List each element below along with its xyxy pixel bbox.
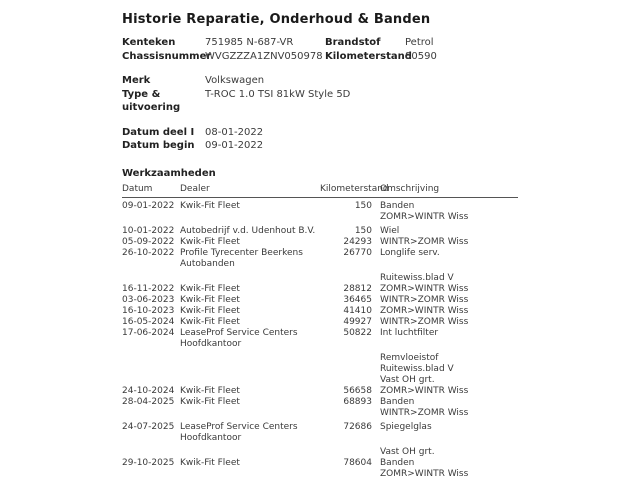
- cell-kilometerstand: 49927: [343, 316, 372, 327]
- cell-dealer: [180, 364, 320, 375]
- cell-omschrijving: Remvloeistof: [380, 352, 439, 363]
- cell-kilometerstand: 26770: [343, 247, 372, 258]
- cell-omschrijving: WINTR>ZOMR Wiss: [380, 316, 469, 327]
- cell-datum: 05-09-2022: [122, 236, 175, 247]
- cell-dealer: [180, 273, 320, 284]
- cell-omschrijving: Longlife serv.: [380, 247, 440, 258]
- cell-dealer: Autobedrijf v.d. Udenhout B.V.: [180, 225, 316, 236]
- table-body: [122, 201, 592, 480]
- cell-kilometerstand: [320, 364, 372, 375]
- cell-dealer: Kwik-Fit Fleet: [180, 316, 240, 327]
- cell-omschrijving: Wiel: [380, 225, 400, 236]
- cell-kilometerstand: 41410: [343, 305, 372, 316]
- cell-dealer: Kwik-Fit Fleet: [180, 305, 240, 316]
- table-row-line: [122, 397, 592, 408]
- kilometerstand-value: 80590: [405, 50, 437, 62]
- cell-kilometerstand: [320, 375, 372, 386]
- dates-block: [122, 126, 592, 153]
- table-row-line: [122, 306, 592, 317]
- cell-datum: 16-05-2024: [122, 316, 175, 327]
- chassisnummer-value: WVGZZZA1ZNV050978: [205, 50, 323, 62]
- cell-omschrijving: ZOMR>WINTR Wiss: [380, 283, 469, 294]
- brandstof-label: Brandstof: [325, 37, 381, 48]
- table-row-line: [122, 469, 592, 480]
- cell-kilometerstand: [320, 212, 372, 223]
- merk-label: Merk: [122, 75, 151, 86]
- column-header-kilometerstand: Kilometerstand: [320, 183, 389, 194]
- kenteken-label: Kenteken: [122, 37, 176, 48]
- cell-datum: 29-10-2025: [122, 457, 175, 468]
- report-content: [122, 12, 592, 480]
- cell-omschrijving: Int luchtfilter: [380, 327, 439, 338]
- table-row-line: [122, 284, 592, 295]
- cell-omschrijving: Vast OH grt.: [380, 446, 435, 457]
- column-header-omschrijving: Omschrijving: [380, 183, 440, 194]
- table-row-line: [122, 226, 592, 237]
- cell-omschrijving: Ruitewiss.blad V: [380, 363, 454, 374]
- cell-kilometerstand: [320, 433, 372, 444]
- cell-kilometerstand: 50822: [343, 327, 372, 338]
- kenteken-value: 751985 N-687-VR: [205, 37, 294, 48]
- cell-dealer: Kwik-Fit Fleet: [180, 200, 240, 211]
- cell-datum: [122, 408, 180, 419]
- cell-kilometerstand: 24293: [343, 236, 372, 247]
- cell-dealer: Kwik-Fit Fleet: [180, 457, 240, 468]
- cell-omschrijving: Spiegelglas: [380, 421, 432, 432]
- cell-dealer: LeaseProf Service Centers: [180, 327, 298, 338]
- cell-kilometerstand: 78604: [343, 457, 372, 468]
- cell-datum: 10-01-2022: [122, 225, 175, 236]
- table-header-row: [122, 184, 518, 198]
- cell-dealer: Profile Tyrecenter Beerkens: [180, 247, 303, 258]
- column-header-dealer: Dealer: [180, 183, 210, 194]
- table-row-line: [122, 458, 592, 469]
- cell-datum: 24-10-2024: [122, 385, 175, 396]
- identification-block: [122, 36, 592, 63]
- table-row-line: [122, 433, 592, 444]
- cell-kilometerstand: 150: [354, 225, 372, 236]
- cell-omschrijving: Banden: [380, 457, 415, 468]
- table-row-line: [122, 317, 592, 328]
- cell-kilometerstand: 68893: [343, 396, 372, 407]
- cell-kilometerstand: 28812: [343, 283, 372, 294]
- cell-datum: [122, 353, 180, 364]
- cell-omschrijving: ZOMR>WINTR Wiss: [380, 305, 469, 316]
- cell-datum: [122, 212, 180, 223]
- cell-datum: [122, 469, 180, 480]
- cell-datum: [122, 273, 180, 284]
- table-row-line: [122, 364, 592, 375]
- table-row-line: [122, 328, 592, 339]
- cell-omschrijving: Banden: [380, 396, 415, 407]
- cell-omschrijving: [380, 433, 592, 444]
- cell-omschrijving: WINTR>ZOMR Wiss: [380, 294, 469, 305]
- cell-dealer: Kwik-Fit Fleet: [180, 294, 240, 305]
- table-row-line: [122, 408, 592, 419]
- table-row-line: [122, 201, 592, 212]
- page-title: Historie Reparatie, Onderhoud & Banden: [122, 12, 431, 27]
- cell-dealer: [180, 408, 320, 419]
- table-row-line: [122, 212, 592, 223]
- cell-omschrijving: WINTR>ZOMR Wiss: [380, 407, 469, 418]
- datum-deel-i-value: 08-01-2022: [205, 126, 264, 138]
- cell-dealer: [180, 375, 320, 386]
- cell-datum: [122, 259, 180, 270]
- info-row-datum-deel-i: [122, 126, 592, 140]
- cell-datum: 24-07-2025: [122, 421, 175, 432]
- cell-kilometerstand: [320, 273, 372, 284]
- cell-datum: 16-10-2023: [122, 305, 175, 316]
- cell-kilometerstand: 56658: [343, 385, 372, 396]
- kilometerstand-label: Kilometerstand: [325, 50, 412, 62]
- cell-dealer: [180, 447, 320, 458]
- cell-datum: [122, 339, 180, 350]
- table-row-line: [122, 259, 592, 270]
- table-row-line: [122, 422, 592, 433]
- cell-dealer: Autobanden: [180, 258, 235, 269]
- cell-datum: 16-11-2022: [122, 283, 175, 294]
- cell-kilometerstand: [320, 339, 372, 350]
- cell-dealer: Kwik-Fit Fleet: [180, 236, 240, 247]
- cell-kilometerstand: [320, 259, 372, 270]
- datum-begin-label: Datum begin: [122, 140, 195, 151]
- cell-datum: [122, 364, 180, 375]
- table-row-line: [122, 339, 592, 350]
- cell-kilometerstand: [320, 408, 372, 419]
- cell-dealer: [180, 469, 320, 480]
- table-row-line: [122, 273, 592, 284]
- table-row-line: [122, 375, 592, 386]
- brandstof-value: Petrol: [405, 37, 434, 48]
- info-row-merk: [122, 74, 592, 88]
- cell-omschrijving: ZOMR>WINTR Wiss: [380, 385, 469, 396]
- info-row-datum-begin: [122, 139, 592, 153]
- cell-omschrijving: [380, 339, 592, 350]
- cell-omschrijving: ZOMR>WINTR Wiss: [380, 211, 469, 222]
- model-block: [122, 74, 592, 115]
- cell-kilometerstand: [320, 353, 372, 364]
- type-uitvoering-label: Type & uitvoering: [122, 88, 181, 113]
- cell-datum: 17-06-2024: [122, 327, 175, 338]
- werkzaamheden-heading: Werkzaamheden: [122, 167, 216, 179]
- cell-dealer: Hoofdkantoor: [180, 338, 242, 349]
- table-row-line: [122, 353, 592, 364]
- cell-kilometerstand: 150: [354, 200, 372, 211]
- cell-kilometerstand: 36465: [343, 294, 372, 305]
- cell-omschrijving: [380, 259, 592, 270]
- cell-omschrijving: ZOMR>WINTR Wiss: [380, 468, 469, 479]
- cell-dealer: [180, 353, 320, 364]
- cell-omschrijving: Vast OH grt.: [380, 374, 435, 385]
- cell-omschrijving: Banden: [380, 200, 415, 211]
- table-row-line: [122, 447, 592, 458]
- info-row-kenteken-brandstof: [122, 36, 592, 50]
- table-row-line: [122, 386, 592, 397]
- werkzaamheden-table: [122, 184, 592, 480]
- cell-datum: 28-04-2025: [122, 396, 175, 407]
- cell-datum: [122, 433, 180, 444]
- chassisnummer-label: Chassisnummer: [122, 50, 212, 62]
- info-row-type-uitvoering: [122, 88, 592, 115]
- cell-dealer: Kwik-Fit Fleet: [180, 385, 240, 396]
- cell-datum: 26-10-2022: [122, 247, 175, 258]
- cell-datum: 09-01-2022: [122, 200, 175, 211]
- table-row-line: [122, 295, 592, 306]
- cell-datum: [122, 375, 180, 386]
- cell-omschrijving: Ruitewiss.blad V: [380, 272, 454, 283]
- cell-omschrijving: WINTR>ZOMR Wiss: [380, 236, 469, 247]
- column-header-datum: Datum: [122, 183, 153, 194]
- cell-dealer: LeaseProf Service Centers: [180, 421, 298, 432]
- table-row-line: [122, 237, 592, 248]
- datum-deel-i-label: Datum deel I: [122, 126, 195, 138]
- cell-kilometerstand: 72686: [343, 421, 372, 432]
- cell-dealer: [180, 212, 320, 223]
- cell-kilometerstand: [320, 469, 372, 480]
- cell-dealer: Kwik-Fit Fleet: [180, 396, 240, 407]
- cell-datum: 03-06-2023: [122, 294, 175, 305]
- type-uitvoering-value: T-ROC 1.0 TSI 81kW Style 5D: [205, 88, 351, 100]
- merk-value: Volkswagen: [205, 75, 265, 86]
- cell-dealer: Hoofdkantoor: [180, 432, 242, 443]
- cell-kilometerstand: [320, 447, 372, 458]
- datum-begin-value: 09-01-2022: [205, 140, 264, 151]
- cell-dealer: Kwik-Fit Fleet: [180, 283, 240, 294]
- info-row-chassis-kilometerstand: [122, 50, 592, 64]
- table-row-line: [122, 248, 592, 259]
- cell-datum: [122, 447, 180, 458]
